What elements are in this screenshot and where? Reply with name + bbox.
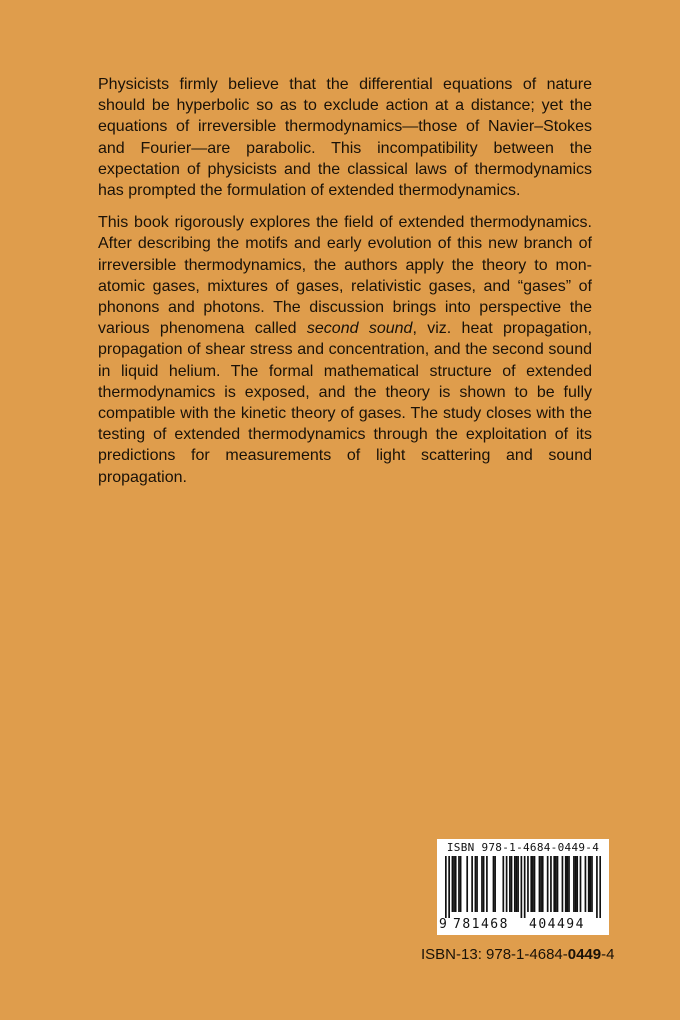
barcode-bar bbox=[521, 856, 523, 918]
second-sound-italic: second sound bbox=[306, 320, 413, 338]
barcode-bar bbox=[524, 856, 526, 918]
barcode-bar bbox=[532, 856, 534, 912]
isbn13-suffix: -4 bbox=[601, 946, 615, 963]
barcode-bar bbox=[596, 856, 598, 918]
barcode-bar bbox=[460, 856, 462, 912]
isbn13-text bbox=[421, 946, 614, 963]
barcode-bar bbox=[516, 856, 518, 912]
barcode-bar bbox=[453, 856, 455, 912]
barcode-bar bbox=[517, 856, 519, 912]
barcode-bars bbox=[445, 856, 601, 918]
barcode-bar bbox=[553, 856, 555, 912]
barcode-bar bbox=[502, 856, 504, 912]
isbn13-prefix: ISBN-13: 978-1-4684- bbox=[421, 946, 568, 963]
back-cover-description bbox=[98, 74, 592, 499]
barcode-bar bbox=[567, 856, 569, 912]
description-paragraph-1: Physicists firmly believe that the differential equations of nature should be hyperbolic so as to exclude action at a distance; yet the equations of irreversible thermodynamics—those of Navier–Stokes and Fourier—are parabolic. This incompatibility between the expectation of physicists and the classical laws of thermodynamics has prompted the formulation of extended thermodynamics. bbox=[98, 76, 592, 200]
barcode-right-group: 404494 bbox=[529, 917, 585, 932]
barcode-bar bbox=[575, 856, 577, 912]
barcode-bar bbox=[475, 856, 477, 912]
barcode-bar bbox=[509, 856, 511, 912]
barcode-bar bbox=[539, 856, 541, 912]
barcode-bar bbox=[506, 856, 508, 912]
barcode-bar bbox=[483, 856, 485, 912]
barcode-bar bbox=[511, 856, 513, 912]
barcode-isbn-label: ISBN 978-1-4684-0449-4 bbox=[446, 841, 600, 854]
barcode-bar bbox=[542, 856, 544, 912]
description-paragraph-2 bbox=[98, 212, 592, 488]
isbn-barcode bbox=[437, 839, 609, 935]
barcode-bar bbox=[547, 856, 549, 912]
barcode-bar bbox=[452, 856, 454, 912]
barcode-bar bbox=[599, 856, 601, 918]
barcode-digits bbox=[437, 917, 609, 933]
barcode-bar bbox=[580, 856, 582, 912]
barcode-lead-digit: 9 bbox=[439, 917, 447, 932]
barcode-bar bbox=[486, 856, 488, 912]
barcode-bar bbox=[481, 856, 483, 912]
barcode-bar bbox=[576, 856, 578, 912]
isbn13-bold: 0449 bbox=[567, 946, 602, 963]
barcode-bar bbox=[565, 856, 567, 912]
barcode-bar bbox=[568, 856, 570, 912]
barcode-bar bbox=[530, 856, 532, 912]
barcode-bar bbox=[527, 856, 529, 912]
paragraph-2-text-start: This book rigorously explores the field of extended thermodynamics. After describing the motifs and early evolution of this new branch of irreversible thermodynamics, the authors apply the theory to mon-atomic gases, mixtures of gases, relativistic gases, and “gases” of phonons and photons. The discussion brings into perspective the various phenomena called bbox=[98, 214, 592, 338]
barcode-bar bbox=[550, 856, 552, 912]
barcode-bar bbox=[591, 856, 593, 912]
barcode-bar bbox=[476, 856, 478, 912]
barcode-bar bbox=[590, 856, 592, 912]
barcode-bar bbox=[534, 856, 536, 912]
barcode-bar bbox=[557, 856, 559, 912]
barcode-left-group: 781468 bbox=[453, 917, 509, 932]
barcode-bar bbox=[466, 856, 468, 912]
barcode-bar bbox=[458, 856, 460, 912]
barcode-bar bbox=[562, 856, 564, 912]
barcode-bar bbox=[585, 856, 587, 912]
barcode-bar bbox=[514, 856, 516, 912]
barcode-bar bbox=[471, 856, 473, 912]
barcode-bar bbox=[455, 856, 457, 912]
barcode-bar bbox=[493, 856, 495, 912]
barcode-bar bbox=[494, 856, 496, 912]
barcode-bar bbox=[445, 856, 447, 918]
barcode-bar bbox=[588, 856, 590, 912]
paragraph-2-text-end: , viz. heat propagation, propagation of shear stress and concentration, and the second sound in liquid helium. The formal mathematical structure of extended thermodynamics is exposed, and the theory is shown to be fully compatible with the kinetic theory of gases. The study closes with the testing of extended thermodynamics through the exploitation of its predictions for measurements of light scattering and sound propagation. bbox=[98, 320, 592, 486]
barcode-bar bbox=[573, 856, 575, 912]
barcode-bar bbox=[540, 856, 542, 912]
barcode-bar bbox=[555, 856, 557, 912]
barcode-bar bbox=[448, 856, 450, 918]
